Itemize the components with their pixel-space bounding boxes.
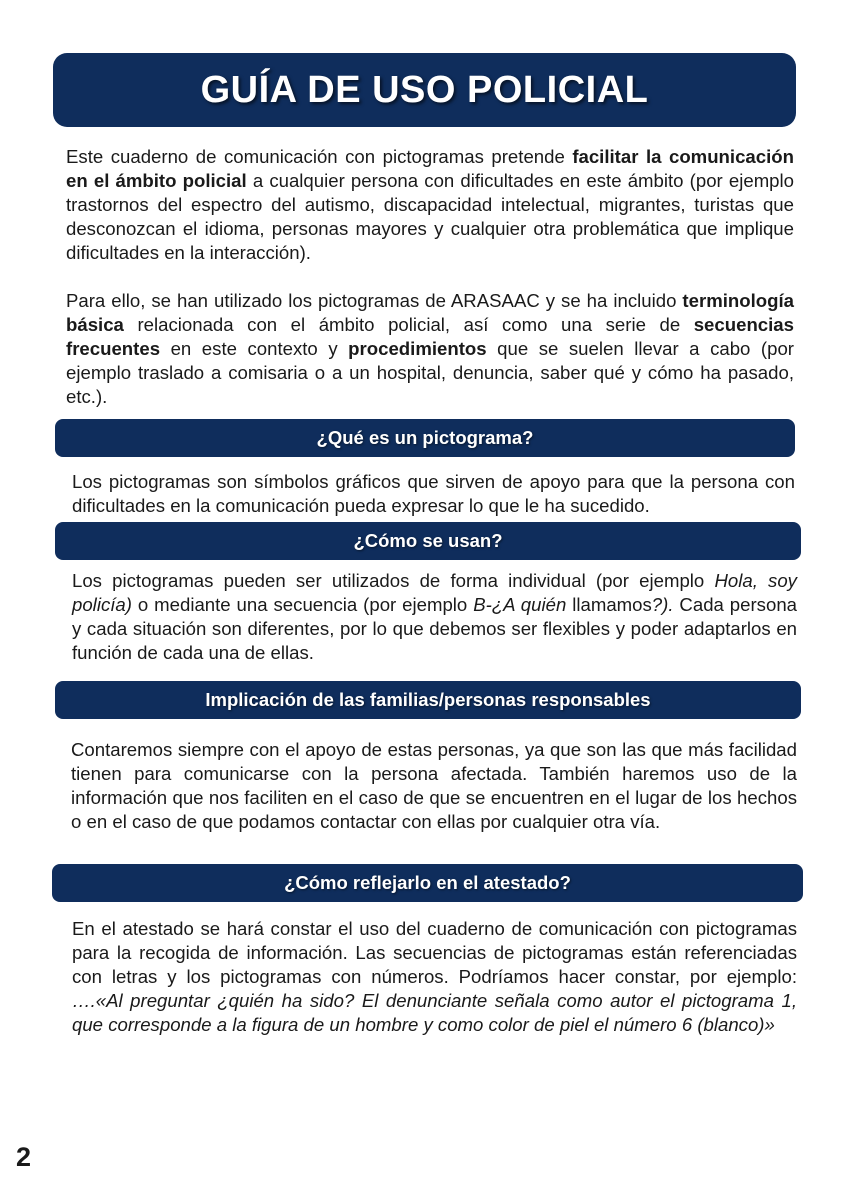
section-heading-atestado: ¿Cómo reflejarlo en el atestado? [284,872,571,893]
bold-text: secuencias frecuentes [66,314,794,359]
section-body-how-used [72,569,797,665]
bold-text: terminología básica [66,290,794,335]
text-run: o mediante una secuencia (por ejemplo [131,594,474,615]
section-heading-bar [55,419,795,457]
text-run: en este contexto y [160,338,349,359]
intro-paragraph-1 [66,145,794,265]
section-body-families [71,738,797,834]
page-title: GUÍA DE USO POLICIAL [200,68,649,111]
bold-text: facilitar la comunicación en el ámbito policial [66,146,794,191]
page-number: 2 [16,1142,32,1172]
section-heading-families: Implicación de las familias/personas responsables [205,689,651,710]
text-run: En el atestado se hará constar el uso del cuaderno de comunicación con pictogramas para la recogida de información. Las secuencias de pictogramas están referenciadas con letras y los pictogramas con números. Podríamos hacer constar, por ejemplo: [72,918,797,987]
text-run: Para ello, se han utilizado los pictogramas de ARASAAC y se ha incluido [66,290,683,311]
text-run: Los pictogramas pueden ser utilizados de forma individual (por ejemplo [72,570,715,591]
text-run: relacionada con el ámbito policial, así como una serie de [123,314,694,335]
italic-text: ?). [651,594,674,615]
section-heading-what-is-pictogram: ¿Qué es un pictograma? [316,427,534,448]
section-heading-bar [52,864,803,902]
intro-paragraph-2 [66,289,794,409]
section-heading-how-used: ¿Cómo se usan? [353,530,503,551]
text-run: Este cuaderno de comunicación con pictogramas pretende [66,146,573,167]
section-heading-bar [55,522,801,560]
section-body-atestado [72,917,797,1037]
text-run: Contaremos siempre con el apoyo de estas personas, ya que son las que más facilidad tienen para comunicarse con la persona afectada. También haremos uso de la información que nos faciliten en el caso de que se encuentren en el lugar de los hechos o en el caso de que podamos contactar con ellas por cualquier otra vía. [71,739,797,832]
text-run: llamamos [566,594,652,615]
italic-text: B-¿A quién [473,594,567,615]
text-run: que se suelen llevar a cabo (por ejemplo traslado a comisaria o a un hospital, denuncia, saber qué y cómo ha pasado, etc.). [66,338,794,407]
bold-text: procedimientos [348,338,487,359]
title-banner [53,53,796,127]
italic-text: ….«Al preguntar ¿quién ha sido? El denunciante señala como autor el pictograma 1, que corresponde a la figura de un hombre y como color de piel el número 6 (blanco)» [72,990,797,1035]
text-run: a cualquier persona con dificultades en este ámbito (por ejemplo trastornos del espectro del autismo, discapacidad intelectual, migrantes, turistas que desconozcan el idioma, personas mayores y cualquier otra problemática que implique dificultades en la interacción). [66,170,794,263]
text-run: Cada persona y cada situación son diferentes, por lo que debemos ser flexibles y poder adaptarlos en función de cada una de ellas. [72,594,797,663]
italic-text: Hola, soy policía) [72,570,797,615]
text-run: Los pictogramas son símbolos gráficos que sirven de apoyo para que la persona con dificultades en la comunicación pueda expresar lo que le ha sucedido. [72,471,795,516]
section-heading-bar [55,681,801,719]
section-body-what-is-pictogram [72,470,795,518]
